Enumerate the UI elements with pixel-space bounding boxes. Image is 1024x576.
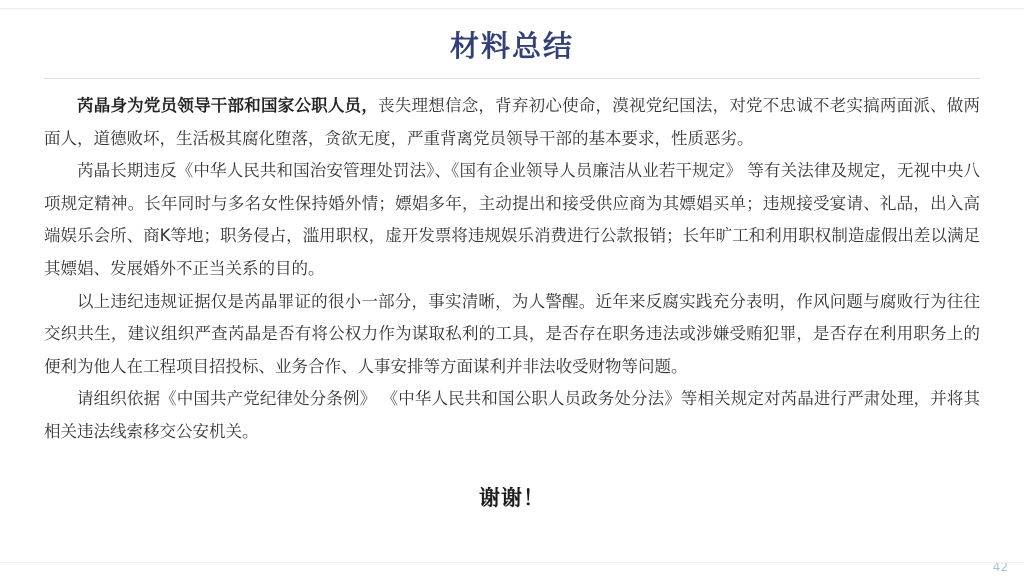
paragraph-lead: 芮晶身为党员领导干部和国家公职人员， [77,96,379,115]
slide-bottom-border [0,562,1024,563]
paragraph [44,155,980,285]
paragraph-text: 以上违纪违规证据仅是芮晶罪证的很小一部分，事实清晰，为人警醒。近年来反腐实践充分表明，作风问题与腐败行为往往交织共生，建议组织严查芮晶是否有将公权力作为谋取私利的工具，是否存在职务违法或涉嫌受贿犯罪，是否存在利用职务上的便利为他人在工程项目招投标、业务合作、人事安排等方面谋利并非法收受财物等问题。 [44,291,980,376]
paragraph-text: 丧失理想信念，背弃初心使命，漠视党纪国法，对党不忠诚不老实搞两面派、做两面人，道德败坏，生活极其腐化堕落，贪欲无度，严重背离党员领导干部的基本要求，性质恶劣。 [44,96,981,148]
slide-body [44,90,980,449]
paragraph [44,286,980,384]
paragraph [44,383,980,448]
slide-top-border [0,8,1024,9]
title-divider [44,78,980,79]
paragraph [44,90,980,155]
page-number: 42 [992,560,1008,574]
paragraph-text: 请组织依据《中国共产党纪律处分条例》 《中华人民共和国公职人员政务处分法》等相关规定对芮晶进行严肃处理，并将其相关违法线索移交公安机关。 [44,389,980,441]
closing-text: 谢谢！ [479,485,545,510]
paragraph-text: 芮晶长期违反《中华人民共和国治安管理处罚法》、《国有企业领导人员廉洁从业若干规定》 等有关法律及规定，无视中央八项规定精神。长年同时与多名女性保持婚外情；嫖娼多年，主动提出和接受供应商为其嫖娼买单；违规接受宴请、礼品，出入高端娱乐会所、商K等地；职务侵占，滥用职权，虚开发票将违规娱乐消费进行公款报销；长年旷工和利用职权制造虚假出差以满足其嫖娼、发展婚外不正当关系的目的。 [44,161,980,278]
slide-title: 材料总结 [449,29,574,63]
